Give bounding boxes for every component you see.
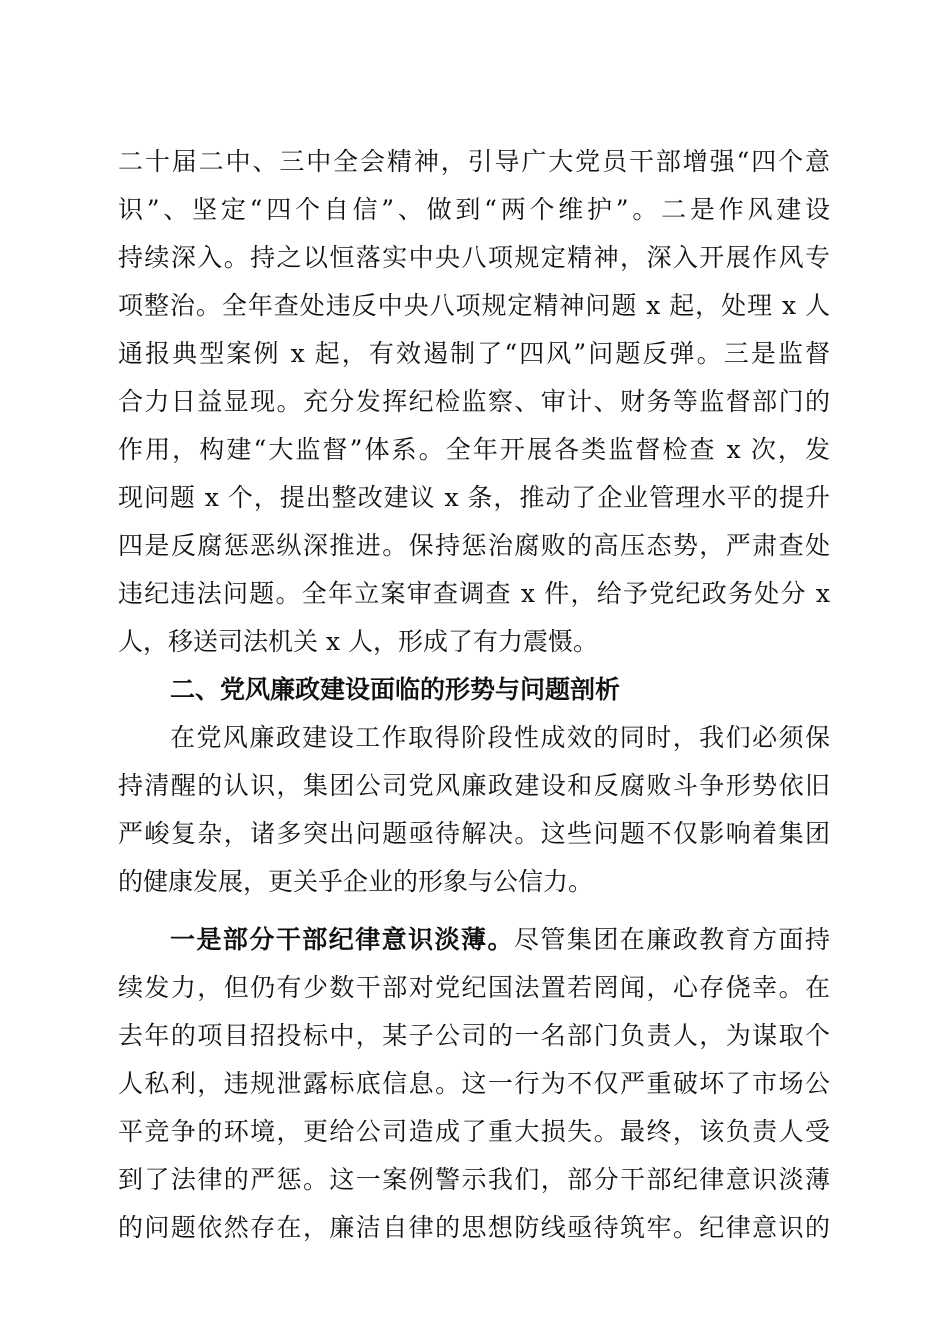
section-heading: 二、党风廉政建设面临的形势与问题剖析 bbox=[170, 675, 621, 704]
document-body bbox=[118, 138, 830, 1252]
text-line: 的健康发展，更关乎企业的形象与公信力。 bbox=[118, 867, 594, 896]
text-line: 的问题依然存在，廉洁自律的思想防线亟待筑牢。纪律意识的 bbox=[118, 1213, 830, 1242]
paragraph-situation bbox=[118, 714, 830, 906]
text-line: 严峻复杂，诸多突出问题亟待解决。这些问题不仅影响着集团 bbox=[118, 819, 830, 848]
paragraph-achievements bbox=[118, 138, 830, 666]
text-line: 人，移送司法机关 x 人，形成了有力震慑。 bbox=[118, 627, 598, 656]
text-line: 违纪违法问题。全年立案审查调查 x 件，给予党纪政务处分 x bbox=[118, 579, 830, 608]
text-line: 平竞争的环境，更给公司造成了重大损失。最终，该负责人受 bbox=[118, 1117, 830, 1146]
text-line: 到了法律的严惩。这一案例警示我们，部分干部纪律意识淡薄 bbox=[118, 1165, 830, 1194]
paragraph-discipline bbox=[118, 916, 830, 1252]
text-line: 现问题 x 个，提出整改建议 x 条，推动了企业管理水平的提升 bbox=[118, 483, 830, 512]
text-line bbox=[118, 916, 830, 964]
text-line: 四是反腐惩恶纵深推进。保持惩治腐败的高压态势，严肃查处 bbox=[118, 531, 830, 560]
text-line: 识”、坚定“四个自信”、做到“两个维护”。二是作风建设 bbox=[118, 195, 830, 224]
text-line: 项整治。全年查处违反中央八项规定精神问题 x 起，处理 x 人 bbox=[118, 291, 830, 320]
text-line: 持清醒的认识，集团公司党风廉政建设和反腐败斗争形势依旧 bbox=[118, 771, 830, 800]
paragraph-gap bbox=[118, 906, 830, 916]
text-line: 去年的项目招投标中，某子公司的一名部门负责人，为谋取个 bbox=[118, 1021, 830, 1050]
text-line: 持续深入。持之以恒落实中央八项规定精神，深入开展作风专 bbox=[118, 243, 830, 272]
text-line: 二十届二中、三中全会精神，引导广大党员干部增强“四个意 bbox=[118, 147, 830, 176]
text-line: 通报典型案例 x 起，有效遏制了“四风”问题反弹。三是监督 bbox=[118, 339, 830, 368]
text-line: 续发力，但仍有少数干部对党纪国法置若罔闻，心存侥幸。在 bbox=[118, 973, 830, 1002]
paragraph-lead: 一是部分干部纪律意识淡薄。 bbox=[170, 925, 514, 954]
text-line: 人私利，违规泄露标底信息。这一行为不仅严重破坏了市场公 bbox=[118, 1069, 830, 1098]
text-line: 作用，构建“大监督”体系。全年开展各类监督检查 x 次，发 bbox=[118, 435, 830, 464]
text-line: 在党风廉政建设工作取得阶段性成效的同时，我们必须保 bbox=[170, 723, 830, 752]
text-line-rest: 尽管集团在廉政教育方面持 bbox=[513, 925, 830, 954]
text-line: 合力日益显现。充分发挥纪检监察、审计、财务等监督部门的 bbox=[118, 387, 830, 416]
